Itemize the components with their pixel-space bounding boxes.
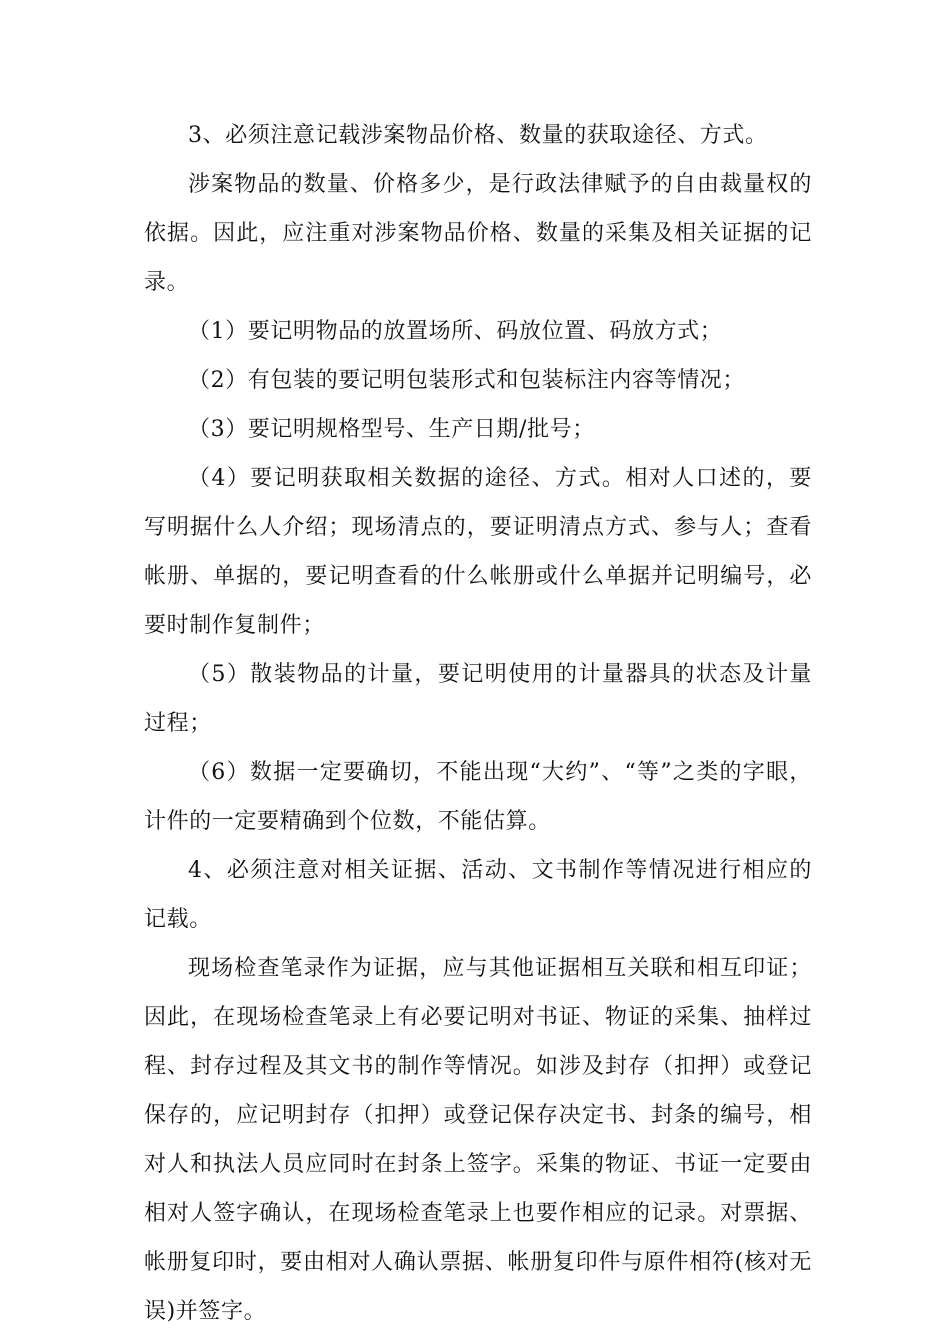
document-body [144, 111, 812, 1336]
paragraph-item-1: （1）要记明物品的放置场所、码放位置、码放方式； [188, 319, 723, 344]
paragraph-inspection-record: 现场检查笔录作为证据，应与其他证据相互关联和相互印证；因此，在现场检查笔录上有必要记明对书证、物证的采集、抽样过程、封存过程及其文书的制作等情况。如涉及封存（扣押）或登记保存的，应记明封存（扣押）或登记保存决定书、封条的编号，相对人和执法人员应同时在封条上签字。采集的物证、书证一定要由相对人签字确认，在现场检查笔录上也要作相应的记录。对票据、帐册复印时，要由相对人确认票据、帐册复印件与原件相符(核对无误)并签字。 [144, 956, 812, 1324]
paragraph-item-2: （2）有包装的要记明包装形式和包装标注内容等情况； [188, 368, 745, 393]
paragraph-section-3-heading: 3、必须注意记载涉案物品价格、数量的获取途径、方式。 [188, 123, 768, 148]
paragraph-item-3: （3）要记明规格型号、生产日期/批号； [188, 417, 595, 442]
paragraph-item-4: （4）要记明获取相关数据的途径、方式。相对人口述的，要写明据什么人介绍；现场清点的，要证明清点方式、参与人；查看帐册、单据的，要记明查看的什么帐册或什么单据并记明编号，必要时制作复制件； [144, 466, 812, 638]
paragraph-quantity-price-basis: 涉案物品的数量、价格多少，是行政法律赋予的自由裁量权的依据。因此，应注重对涉案物品价格、数量的采集及相关证据的记录。 [144, 172, 812, 295]
paragraph-item-6: （6）数据一定要确切，不能出现“大约”、“等”之类的字眼，计件的一定要精确到个位数，不能估算。 [144, 760, 812, 834]
paragraph-item-5: （5）散装物品的计量，要记明使用的计量器具的状态及计量过程； [144, 662, 812, 736]
paragraph-section-4-heading: 4、必须注意对相关证据、活动、文书制作等情况进行相应的记载。 [144, 858, 812, 932]
